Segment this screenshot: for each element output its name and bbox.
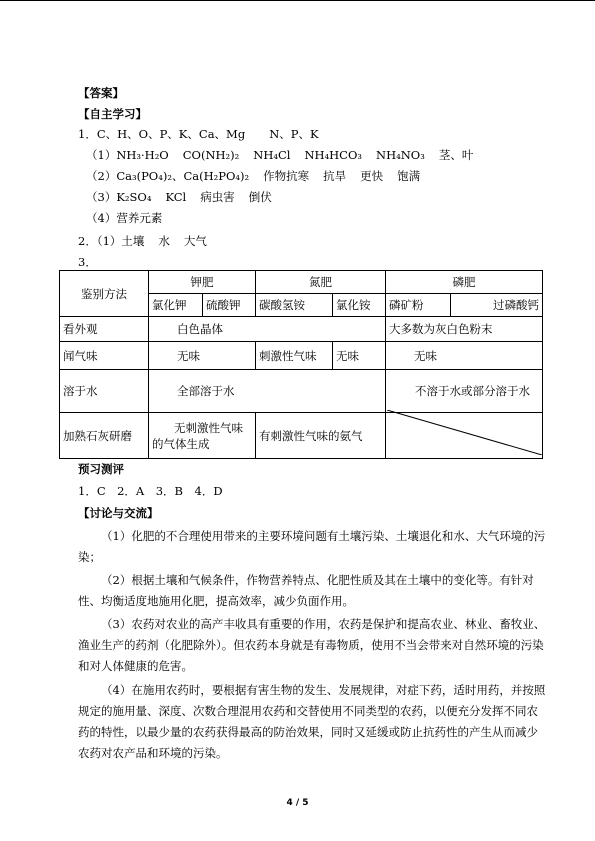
page-number: 4 / 5 — [286, 798, 309, 808]
table-cell: 无味 — [333, 342, 386, 370]
q1-sub3-item: （3）K₂SO₄ — [86, 190, 152, 204]
discussion-paragraph: （3）农药对农业的高产丰收具有重要的作用，农药是保护和提高农业、林业、畜牧业、渔业生产的药剂（化肥除外）。但农药本身就是有毒物质，使用不当会带来对自然环境的污染和对人体健康的危害。 — [78, 617, 546, 673]
table-row — [60, 317, 543, 342]
q1-sub3 — [86, 189, 272, 205]
table-cell: 白色晶体 — [149, 317, 386, 342]
q2-item: 大气 — [183, 234, 207, 248]
sub-header: 氯化钾 — [149, 294, 203, 317]
q1-sub3-item: 倒伏 — [248, 190, 272, 204]
q1-line — [78, 126, 319, 142]
discussion-paragraph: （1）化肥的不合理使用带来的主要环境问题有土壤污染、土壤退化和水、大气环境的污染； — [78, 529, 546, 564]
row-label: 看外观 — [60, 317, 149, 342]
table-cell: 无刺激性气味的气体生成 — [149, 413, 256, 459]
header-phosphate: 磷肥 — [386, 271, 543, 294]
preview-heading: 预习测评 — [78, 462, 124, 476]
q1-sub2-item: 作物抗寒 — [263, 169, 310, 183]
table-cell: 刺激性气味 — [256, 342, 333, 370]
table-cell: 无味 — [149, 342, 256, 370]
q1-sub1-item: （1）NH₃·H₂O — [86, 148, 169, 162]
discussion-paragraph: （4）在施用农药时，要根据有害生物的发生、发展规律，对症下药，适时用药，并按照规定的施用量、深度、次数合理混用农药和交替使用不同类型的农药，以便充分发挥不同农药的特性，以最少量的农药获得最高的防治效果，同时又延缓或防止抗药性的产生从而减少农药对农产品和环境的污染。 — [78, 683, 546, 760]
q1-sub1-item: CO(NH₂)₂ — [182, 148, 240, 162]
table-row — [60, 342, 543, 370]
table-row — [60, 271, 543, 294]
answer-heading: 【答案】 — [78, 86, 124, 100]
table-cell: 全部溶于水 — [149, 370, 386, 413]
q1-nutrients: N、P、K — [269, 127, 319, 141]
sub-header: 硫酸钾 — [203, 294, 256, 317]
q1-sub1-item: 茎、叶 — [438, 148, 474, 162]
discussion-paragraph: （2）根据土壤和气候条件，作物营养特点、化肥性质及其在土壤中的变化等。有针对性、均衡适度地施用化肥，提高效率，减少负面作用。 — [78, 573, 534, 608]
row-label: 加熟石灰研磨 — [60, 413, 149, 459]
q1-sub3-item: KCl — [165, 190, 187, 204]
q1-sub1-item: NH₄NO₃ — [376, 148, 425, 162]
self-study-heading: 【自主学习】 — [78, 107, 147, 121]
q1-sub3-item: 病虫害 — [200, 190, 235, 204]
q2-item: 2．（1）土壤 — [78, 234, 145, 248]
q1-sub2-item: 饱满 — [397, 169, 421, 183]
q2-item: 水 — [158, 234, 170, 248]
q1-elements: 1．C、H、O、P、K、Ca、Mg — [78, 127, 246, 141]
sub-header: 碳酸氢铵 — [256, 294, 333, 317]
q1-sub4: （4）营养元素 — [86, 211, 163, 225]
q1-sub2-item: 更快 — [360, 169, 384, 183]
header-method: 鉴别方法 — [60, 271, 149, 317]
q1-sub1-item: NH₄HCO₃ — [304, 148, 363, 162]
q3-label: 3． — [78, 255, 97, 269]
discuss-heading: 【讨论与交流】 — [78, 506, 159, 520]
header-rule — [0, 0, 595, 1]
sub-header: 过磷酸钙 — [451, 294, 543, 317]
q1-sub2 — [86, 168, 420, 184]
q1-sub2-item: 抗旱 — [323, 169, 347, 183]
row-label: 闻气味 — [60, 342, 149, 370]
q1-sub2-item: （2）Ca₃(PO₄)₂、Ca(H₂PO₄)₂ — [86, 169, 250, 183]
q1-sub1 — [86, 147, 473, 163]
table-cell: 大多数为灰白色粉末 — [386, 317, 543, 342]
q2-line — [78, 233, 207, 249]
table-row — [60, 370, 543, 413]
table-cell: 无味 — [386, 342, 543, 370]
table-cell: 不溶于水或部分溶于水 — [386, 370, 543, 413]
q1-sub1-item: NH₄Cl — [253, 148, 291, 162]
header-potash: 钾肥 — [149, 271, 256, 294]
header-nitrogen: 氮肥 — [256, 271, 386, 294]
row-label: 溶于水 — [60, 370, 149, 413]
table-cell: 有刺激性气味的氨气 — [256, 413, 386, 459]
sub-header: 氯化铵 — [333, 294, 386, 317]
sub-header: 磷矿粉 — [386, 294, 451, 317]
preview-answers: 1．C 2．A 3．B 4．D — [78, 484, 223, 498]
diagonal-line — [386, 410, 543, 455]
